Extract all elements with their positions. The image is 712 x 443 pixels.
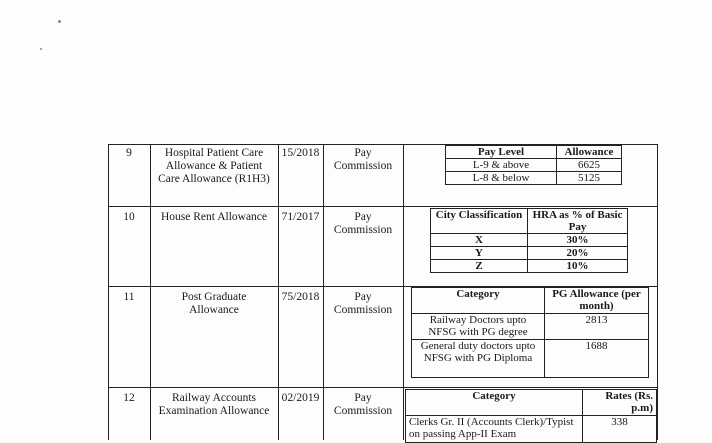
row-12-serial: 12	[123, 392, 135, 404]
table-cell: 2813	[545, 314, 649, 340]
table-cell: 5125	[557, 172, 622, 185]
table-header: Allowance	[557, 146, 622, 159]
row-11-allowance-name: Post Graduate Allowance	[181, 291, 247, 316]
row-12-source: Pay Commission	[333, 392, 393, 417]
table-cell: X	[431, 234, 528, 247]
table-header: City Classification	[431, 209, 528, 234]
row-11-reference: 75/2018	[281, 291, 320, 303]
grid-line	[657, 144, 658, 440]
grid-line	[323, 144, 324, 440]
row-12-reference: 02/2019	[281, 392, 320, 404]
table-cell: L-9 & above	[446, 159, 557, 172]
row-9-reference: 15/2018	[281, 147, 320, 159]
table-cell: Railway Doctors upto NFSG with PG degree	[412, 314, 545, 340]
grid-line	[403, 144, 404, 440]
table-cell: Z	[431, 260, 528, 273]
table-header: PG Allowance (per month)	[545, 288, 649, 314]
table-cell: Clerks Gr. II (Accounts Clerk)/Typist on passing App-II Exam	[406, 416, 583, 443]
row-10-serial: 10	[123, 211, 135, 223]
table-cell: 6625	[557, 159, 622, 172]
table-cell: 30%	[528, 234, 628, 247]
row-10-inner-table	[430, 208, 628, 273]
table-cell: General duty doctors upto NFSG with PG Diploma	[412, 340, 545, 378]
row-12-inner-table	[405, 389, 657, 443]
table-header: Category	[406, 390, 583, 416]
table-cell: L-8 & below	[446, 172, 557, 185]
grid-line	[108, 387, 658, 388]
row-10-reference: 71/2017	[281, 211, 320, 223]
row-9-allowance-name: Hospital Patient Care Allowance & Patient Care Allowance (R1H3)	[158, 147, 270, 185]
grid-line	[150, 144, 151, 440]
row-9-inner-table	[445, 145, 622, 185]
row-11-inner-table	[411, 287, 649, 378]
row-11-serial: 11	[123, 291, 135, 303]
grid-line	[108, 206, 658, 207]
table-cell: Y	[431, 247, 528, 260]
row-9-serial: 9	[126, 147, 132, 159]
row-9-source: Pay Commission	[333, 147, 393, 172]
scan-speck	[58, 20, 61, 23]
table-cell: 20%	[528, 247, 628, 260]
table-cell: 10%	[528, 260, 628, 273]
table-header: HRA as % of Basic Pay	[528, 209, 628, 234]
table-cell: 338	[583, 416, 657, 443]
row-11-source: Pay Commission	[333, 291, 393, 316]
row-12-allowance-name: Railway Accounts Examination Allowance	[158, 392, 270, 417]
row-10-source: Pay Commission	[333, 211, 393, 236]
table-header: Pay Level	[446, 146, 557, 159]
table-header: Rates (Rs. p.m)	[583, 390, 657, 416]
scan-speck	[40, 48, 42, 50]
table-header: Category	[412, 288, 545, 314]
row-10-allowance-name: House Rent Allowance	[160, 211, 268, 223]
table-cell: 1688	[545, 340, 649, 378]
